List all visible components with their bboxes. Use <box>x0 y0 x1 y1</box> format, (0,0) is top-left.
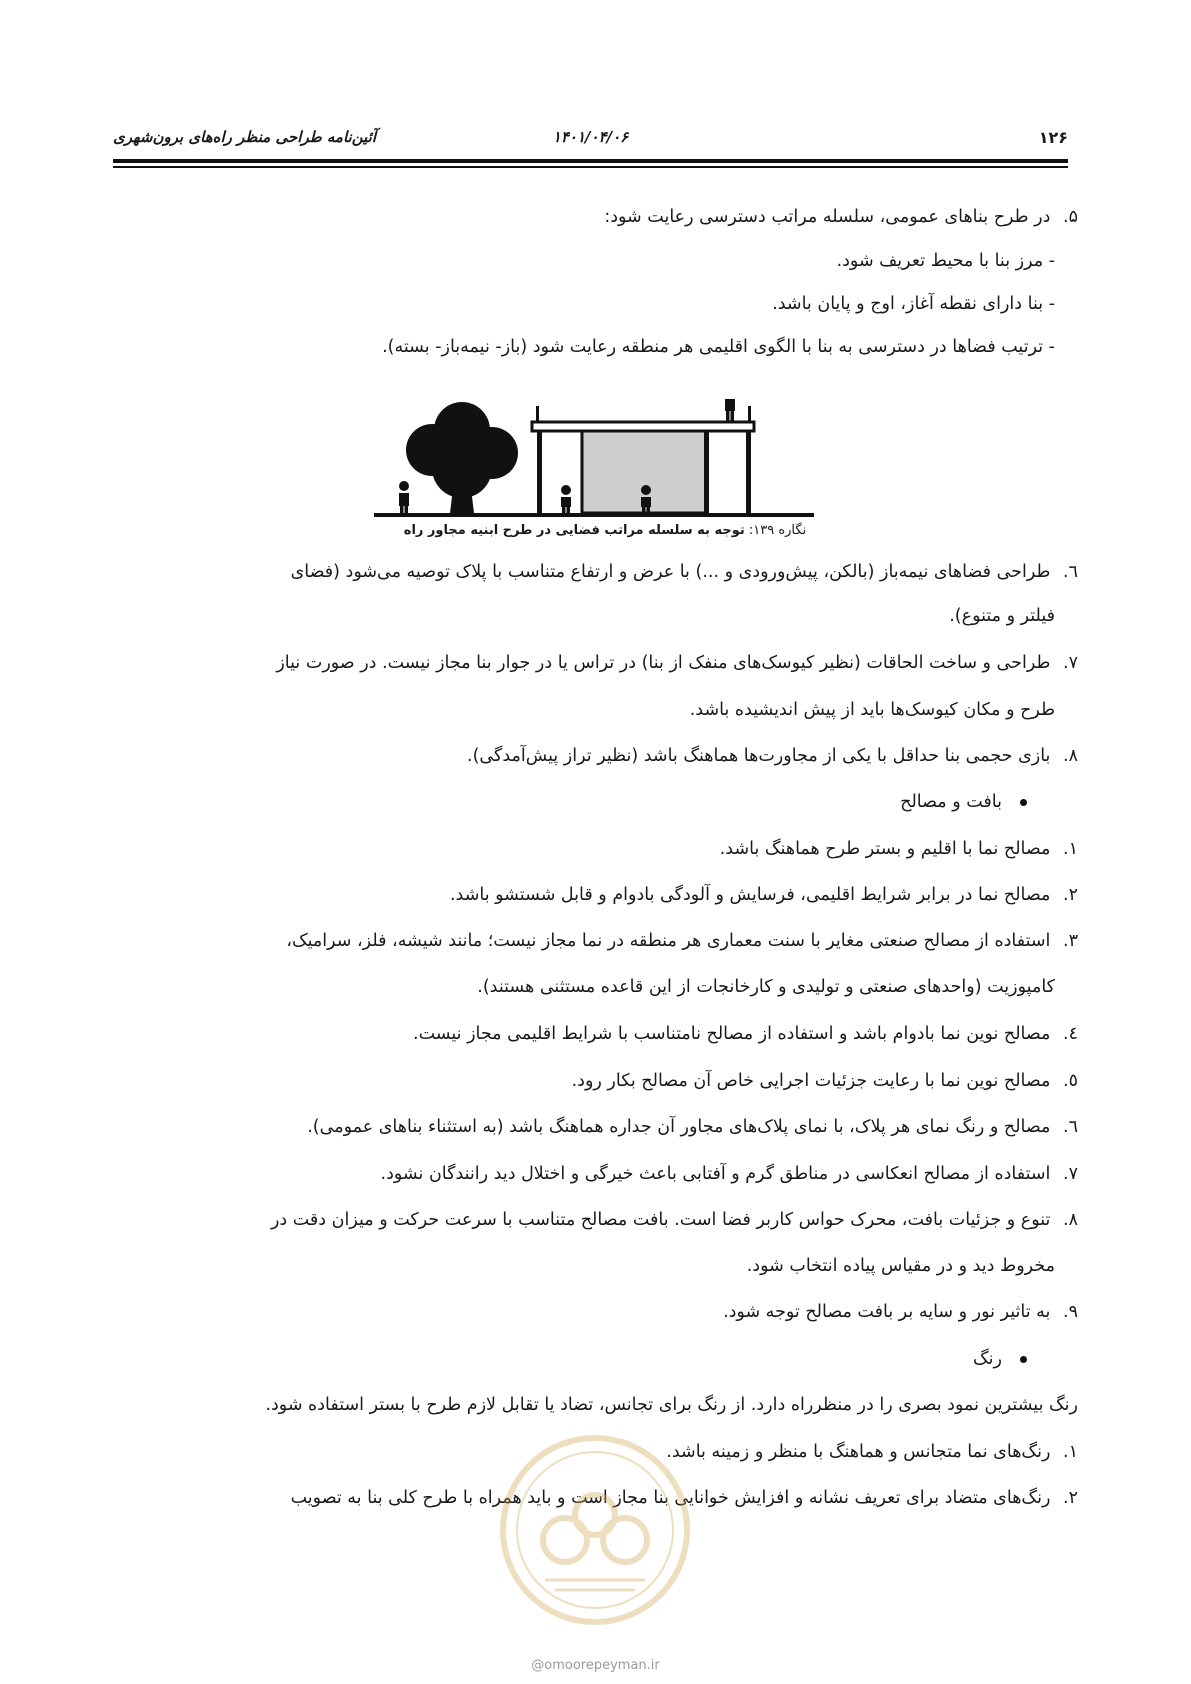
list-item: ۹. به تاثیر نور و سایه بر بافت مصالح توجه شود. <box>723 1302 1078 1322</box>
list-item: ۳. استفاده از مصالح صنعتی مغایر با سنت معماری هر منطقه در نما مجاز نیست؛ مانند شیشه، فلز، سرامیک، <box>286 931 1078 951</box>
list-item: ۲. رنگ‌های متضاد برای تعریف نشانه و افزایش خوانایی بنا مجاز است و باید همراه با طرح کلی بنا به تصویب <box>290 1488 1078 1508</box>
person-icon <box>725 398 735 421</box>
list-item: ٤. مصالح نوین نما بادوام باشد و استفاده از مصالح نامتناسب با شرایط اقلیمی مجاز نیست. <box>413 1024 1078 1044</box>
header-date: ۱۴۰۱/۰۴/۰۶ <box>552 128 629 146</box>
section-bullet: بافت و مصالح <box>900 790 1027 814</box>
list-item: ۲. مصالح نما در برابر شرایط اقلیمی، فرسایش و آلودگی بادوام و قابل شستشو باشد. <box>449 885 1078 905</box>
list-item: مخروط دید و در مقیاس پیاده انتخاب شود. <box>746 1256 1055 1276</box>
list-item: کامپوزیت (واحدهای صنعتی و تولیدی و کارخانجات از این قاعده مستثنی هستند). <box>477 977 1055 997</box>
watermark-site: @omoorepeyman.ir <box>531 1658 660 1673</box>
list-item: ۸. تنوع و جزئیات بافت، محرک حواس کاربر فضا است. بافت مصالح متناسب با سرعت حرکت و میزان دقت در <box>270 1210 1078 1230</box>
list-item: - مرز بنا با محیط تعریف شود. <box>836 251 1055 271</box>
bullet-icon <box>1020 1356 1027 1363</box>
bullet-icon <box>1020 799 1027 806</box>
person-icon <box>399 481 409 513</box>
section-bullet: رنگ <box>973 1347 1027 1371</box>
header-rule-thick <box>113 159 1068 163</box>
person-icon <box>561 485 571 513</box>
spatial-hierarchy-figure <box>374 398 814 520</box>
figure-caption: نگاره ۱۳۹: توجه به سلسله مراتب فضایی در طرح ابنیه مجاور راه <box>403 523 807 538</box>
list-item: ٦. طراحی فضاهای نیمه‌باز (بالکن، پیش‌ورودی و ...) با عرض و ارتفاع متناسب با پلاک توصیه می‌شود (فضای <box>290 562 1078 582</box>
paragraph: رنگ بیشترین نمود بصری را در منظرراه دارد. از رنگ برای تجانس، تضاد یا تقابل لازم طرح با بستر استفاده شود. <box>265 1395 1078 1415</box>
page-number: ۱۲۶ <box>1038 128 1068 147</box>
list-item: ۱. مصالح نما با اقلیم و بستر طرح هماهنگ باشد. <box>719 839 1078 859</box>
list-item: - ترتیب فضاها در دسترسی به بنا با الگوی اقلیمی هر منطقه رعایت شود (باز- نیمه‌باز- بسته). <box>382 337 1055 357</box>
watermark-seal-icon <box>495 1430 695 1630</box>
list-item: - بنا دارای نقطه آغاز، اوج و پایان باشد. <box>772 294 1055 314</box>
building-icon <box>532 406 754 513</box>
page-header <box>113 128 1068 152</box>
list-item: ۸. بازی حجمی بنا حداقل با یکی از مجاورت‌ها هماهنگ باشد (نظیر تراز پیش‌آمدگی). <box>467 746 1078 766</box>
header-rule-thin <box>113 166 1068 168</box>
list-item: ۷. طراحی و ساخت الحاقات (نظیر کیوسک‌های منفک از بنا) در تراس یا در جوار بنا مجاز نیست. در صورت نیاز <box>276 653 1078 673</box>
list-item: ۷. استفاده از مصالح انعکاسی در مناطق گرم و آفتابی باعث خیرگی و اختلال دید رانندگان نشود. <box>380 1164 1078 1184</box>
list-item: ۱. رنگ‌های نما متجانس و هماهنگ با منظر و زمینه باشد. <box>666 1442 1078 1462</box>
header-title: آئین‌نامه طراحی منظر راه‌های برون‌شهری <box>113 128 376 146</box>
list-item: فیلتر و متنوع). <box>949 606 1055 626</box>
list-item: ۵. در طرح بناهای عمومی، سلسله مراتب دسترسی رعایت شود: <box>604 207 1078 227</box>
list-item: ٥. مصالح نوین نما با رعایت جزئیات اجرایی خاص آن مصالح بکار رود. <box>571 1071 1078 1091</box>
list-item: طرح و مکان کیوسک‌ها باید از پیش اندیشیده باشد. <box>689 700 1055 720</box>
tree-icon <box>406 402 518 513</box>
list-item: ٦. مصالح و رنگ نمای هر پلاک، با نمای پلاک‌های مجاور آن جداره هماهنگ باشد (به استثناء بناهای عمومی). <box>307 1117 1078 1137</box>
